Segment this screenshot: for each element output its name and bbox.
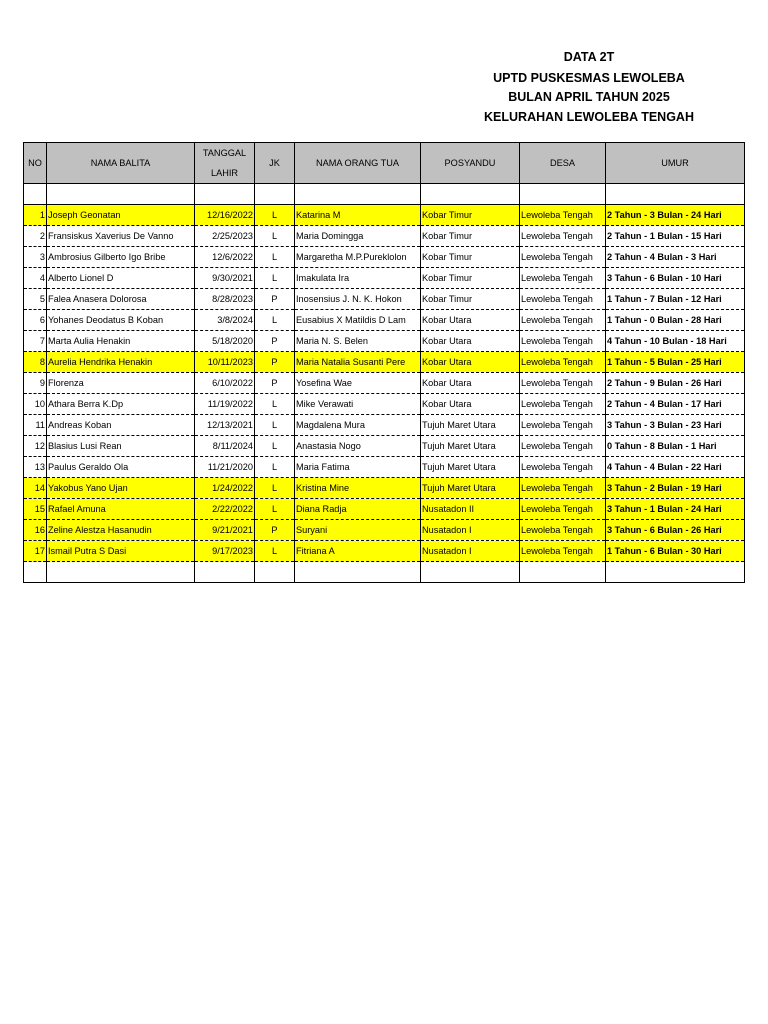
nama-orang-tua-cell[interactable]: Yosefina Wae <box>295 373 421 394</box>
header-tanggal-lahir-line2: LAHIR <box>210 168 239 178</box>
jk-cell[interactable]: L <box>255 478 295 499</box>
umur-cell[interactable]: 1 Tahun - 7 Bulan - 12 Hari <box>606 289 745 310</box>
umur-cell[interactable]: 4 Tahun - 10 Bulan - 18 Hari <box>606 331 745 352</box>
umur-cell[interactable]: 1 Tahun - 5 Bulan - 25 Hari <box>606 352 745 373</box>
desa-cell[interactable]: Lewoleba Tengah <box>520 247 606 268</box>
nama-balita-cell[interactable]: Andreas Koban <box>47 415 195 436</box>
nama-orang-tua-cell[interactable]: Kristina Mine <box>295 478 421 499</box>
empty-cell[interactable] <box>520 562 606 583</box>
table-row <box>24 373 745 394</box>
posyandu-cell[interactable]: Nusatadon I <box>421 541 520 562</box>
desa-cell[interactable]: Lewoleba Tengah <box>520 541 606 562</box>
umur-cell[interactable]: 1 Tahun - 0 Bulan - 28 Hari <box>606 310 745 331</box>
jk-cell[interactable]: P <box>255 352 295 373</box>
desa-cell[interactable]: Lewoleba Tengah <box>520 478 606 499</box>
tanggal-lahir-cell[interactable]: 8/11/2024 <box>195 436 255 457</box>
empty-cell[interactable] <box>195 562 255 583</box>
header-tanggal-lahir[interactable] <box>195 143 255 184</box>
nama-orang-tua-cell[interactable]: Inosensius J. N. K. Hokon <box>295 289 421 310</box>
header-posyandu[interactable]: POSYANDU <box>421 143 520 184</box>
nama-balita-cell[interactable]: Athara Berra K.Dp <box>47 394 195 415</box>
row-number[interactable]: 9 <box>24 373 47 394</box>
nama-orang-tua-cell[interactable]: Maria Fatima <box>295 457 421 478</box>
posyandu-cell[interactable]: Kobar Timur <box>421 268 520 289</box>
table-row <box>24 289 745 310</box>
tanggal-lahir-cell[interactable]: 11/19/2022 <box>195 394 255 415</box>
row-number[interactable]: 3 <box>24 247 47 268</box>
nama-balita-cell[interactable]: Paulus Geraldo Ola <box>47 457 195 478</box>
desa-cell[interactable]: Lewoleba Tengah <box>520 226 606 247</box>
nama-orang-tua-cell[interactable]: Diana Radja <box>295 499 421 520</box>
desa-cell[interactable]: Lewoleba Tengah <box>520 331 606 352</box>
umur-cell[interactable]: 4 Tahun - 4 Bulan - 22 Hari <box>606 457 745 478</box>
nama-balita-cell[interactable]: Yakobus Yano Ujan <box>47 478 195 499</box>
desa-cell[interactable]: Lewoleba Tengah <box>520 373 606 394</box>
umur-cell[interactable]: 3 Tahun - 2 Bulan - 19 Hari <box>606 478 745 499</box>
nama-orang-tua-cell[interactable]: Eusabius X Matildis D Lam <box>295 310 421 331</box>
empty-cell[interactable] <box>24 562 47 583</box>
row-number[interactable]: 17 <box>24 541 47 562</box>
posyandu-cell[interactable]: Kobar Utara <box>421 331 520 352</box>
tanggal-lahir-cell[interactable]: 9/30/2021 <box>195 268 255 289</box>
umur-cell[interactable]: 3 Tahun - 6 Bulan - 26 Hari <box>606 520 745 541</box>
posyandu-cell[interactable]: Kobar Utara <box>421 373 520 394</box>
row-number[interactable]: 5 <box>24 289 47 310</box>
row-number[interactable]: 14 <box>24 478 47 499</box>
desa-cell[interactable]: Lewoleba Tengah <box>520 268 606 289</box>
nama-orang-tua-cell[interactable]: Magdalena Mura <box>295 415 421 436</box>
row-number[interactable]: 15 <box>24 499 47 520</box>
table-row <box>24 352 745 373</box>
table-row <box>24 268 745 289</box>
row-number[interactable]: 4 <box>24 268 47 289</box>
nama-balita-cell[interactable]: Blasius Lusi Rean <box>47 436 195 457</box>
nama-balita-cell[interactable]: Alberto Lionel D <box>47 268 195 289</box>
umur-cell[interactable]: 2 Tahun - 4 Bulan - 17 Hari <box>606 394 745 415</box>
nama-balita-cell[interactable]: Aurelia Hendrika Henakin <box>47 352 195 373</box>
tanggal-lahir-cell[interactable]: 1/24/2022 <box>195 478 255 499</box>
row-number[interactable]: 1 <box>24 205 47 226</box>
umur-cell[interactable]: 2 Tahun - 1 Bulan - 15 Hari <box>606 226 745 247</box>
posyandu-cell[interactable]: Kobar Timur <box>421 247 520 268</box>
umur-cell[interactable]: 2 Tahun - 9 Bulan - 26 Hari <box>606 373 745 394</box>
header-jk[interactable]: JK <box>255 143 295 184</box>
umur-cell[interactable]: 2 Tahun - 4 Bulan - 3 Hari <box>606 247 745 268</box>
table-row <box>24 394 745 415</box>
empty-cell[interactable] <box>295 184 421 205</box>
umur-cell[interactable]: 3 Tahun - 3 Bulan - 23 Hari <box>606 415 745 436</box>
empty-cell[interactable] <box>295 562 421 583</box>
posyandu-cell[interactable]: Kobar Timur <box>421 205 520 226</box>
desa-cell[interactable]: Lewoleba Tengah <box>520 205 606 226</box>
empty-cell[interactable] <box>195 184 255 205</box>
jk-cell[interactable]: P <box>255 331 295 352</box>
jk-cell[interactable]: P <box>255 289 295 310</box>
posyandu-cell[interactable]: Kobar Utara <box>421 352 520 373</box>
empty-cell[interactable] <box>47 184 195 205</box>
tanggal-lahir-cell[interactable]: 12/16/2022 <box>195 205 255 226</box>
row-number[interactable]: 16 <box>24 520 47 541</box>
tanggal-lahir-cell[interactable]: 12/13/2021 <box>195 415 255 436</box>
tanggal-lahir-cell[interactable]: 6/10/2022 <box>195 373 255 394</box>
nama-balita-cell[interactable]: Ambrosius Gilberto Igo Bribe <box>47 247 195 268</box>
nama-orang-tua-cell[interactable]: Maria N. S. Belen <box>295 331 421 352</box>
header-no[interactable]: NO <box>24 143 47 184</box>
header-umur[interactable]: UMUR <box>606 143 745 184</box>
row-number[interactable]: 12 <box>24 436 47 457</box>
report-subtitle-kelurahan: KELURAHAN LEWOLEBA TENGAH <box>484 110 694 124</box>
row-number[interactable]: 13 <box>24 457 47 478</box>
header-desa[interactable]: DESA <box>520 143 606 184</box>
tanggal-lahir-cell[interactable]: 2/22/2022 <box>195 499 255 520</box>
nama-balita-cell[interactable]: Florenza <box>47 373 195 394</box>
desa-cell[interactable]: Lewoleba Tengah <box>520 436 606 457</box>
table-row <box>24 205 745 226</box>
desa-cell[interactable]: Lewoleba Tengah <box>520 289 606 310</box>
jk-cell[interactable]: P <box>255 520 295 541</box>
row-number[interactable]: 2 <box>24 226 47 247</box>
table-row <box>24 310 745 331</box>
tanggal-lahir-cell[interactable]: 12/6/2022 <box>195 247 255 268</box>
table-row <box>24 457 745 478</box>
desa-cell[interactable]: Lewoleba Tengah <box>520 352 606 373</box>
header-tanggal-lahir-line1: TANGGAL <box>202 148 247 158</box>
jk-cell[interactable]: L <box>255 394 295 415</box>
table-row <box>24 331 745 352</box>
nama-balita-cell[interactable]: Ismail Putra S Dasi <box>47 541 195 562</box>
table-row <box>24 226 745 247</box>
table-row <box>24 247 745 268</box>
tanggal-lahir-cell[interactable]: 5/18/2020 <box>195 331 255 352</box>
posyandu-cell[interactable]: Tujuh Maret Utara <box>421 415 520 436</box>
jk-cell[interactable]: L <box>255 226 295 247</box>
desa-cell[interactable]: Lewoleba Tengah <box>520 415 606 436</box>
empty-row <box>24 184 745 205</box>
header-nama-balita[interactable]: NAMA BALITA <box>47 143 195 184</box>
desa-cell[interactable]: Lewoleba Tengah <box>520 310 606 331</box>
table-row <box>24 415 745 436</box>
jk-cell[interactable]: L <box>255 310 295 331</box>
empty-row <box>24 562 745 583</box>
jk-cell[interactable]: L <box>255 268 295 289</box>
umur-cell[interactable]: 3 Tahun - 6 Bulan - 10 Hari <box>606 268 745 289</box>
tanggal-lahir-cell[interactable]: 9/17/2023 <box>195 541 255 562</box>
nama-orang-tua-cell[interactable]: Mike Verawati <box>295 394 421 415</box>
posyandu-cell[interactable]: Kobar Timur <box>421 289 520 310</box>
jk-cell[interactable]: L <box>255 541 295 562</box>
empty-cell[interactable] <box>421 562 520 583</box>
posyandu-cell[interactable]: Tujuh Maret Utara <box>421 457 520 478</box>
posyandu-cell[interactable]: Nusatadon I <box>421 520 520 541</box>
tanggal-lahir-cell[interactable]: 8/28/2023 <box>195 289 255 310</box>
row-number[interactable]: 7 <box>24 331 47 352</box>
report-subtitle-period: BULAN APRIL TAHUN 2025 <box>508 90 670 104</box>
posyandu-cell[interactable]: Nusatadon II <box>421 499 520 520</box>
nama-orang-tua-cell[interactable]: Fitriana A <box>295 541 421 562</box>
empty-cell[interactable] <box>24 184 47 205</box>
nama-balita-cell[interactable]: Joseph Geonatan <box>47 205 195 226</box>
tanggal-lahir-cell[interactable]: 2/25/2023 <box>195 226 255 247</box>
umur-cell[interactable]: 3 Tahun - 1 Bulan - 24 Hari <box>606 499 745 520</box>
nama-balita-cell[interactable]: Fransiskus Xaverius De Vanno <box>47 226 195 247</box>
desa-cell[interactable]: Lewoleba Tengah <box>520 394 606 415</box>
jk-cell[interactable]: L <box>255 436 295 457</box>
tanggal-lahir-cell[interactable]: 3/8/2024 <box>195 310 255 331</box>
report-title: DATA 2T <box>563 50 615 64</box>
umur-cell[interactable]: 2 Tahun - 3 Bulan - 24 Hari <box>606 205 745 226</box>
nama-orang-tua-cell[interactable]: Suryani <box>295 520 421 541</box>
tanggal-lahir-cell[interactable]: 11/21/2020 <box>195 457 255 478</box>
table-row <box>24 520 745 541</box>
nama-balita-cell[interactable]: Zeline Alestza Hasanudin <box>47 520 195 541</box>
desa-cell[interactable]: Lewoleba Tengah <box>520 520 606 541</box>
jk-cell[interactable]: L <box>255 205 295 226</box>
empty-cell[interactable] <box>520 184 606 205</box>
empty-cell[interactable] <box>255 184 295 205</box>
jk-cell[interactable]: P <box>255 373 295 394</box>
posyandu-cell[interactable]: Tujuh Maret Utara <box>421 436 520 457</box>
nama-balita-cell[interactable]: Falea Anasera Dolorosa <box>47 289 195 310</box>
empty-cell[interactable] <box>255 562 295 583</box>
balita-data-table <box>23 142 745 583</box>
empty-cell[interactable] <box>421 184 520 205</box>
nama-balita-cell[interactable]: Marta Aulia Henakin <box>47 331 195 352</box>
nama-balita-cell[interactable]: Yohanes Deodatus B Koban <box>47 310 195 331</box>
desa-cell[interactable]: Lewoleba Tengah <box>520 499 606 520</box>
nama-orang-tua-cell[interactable]: Margaretha M.P.Pureklolon <box>295 247 421 268</box>
nama-orang-tua-cell[interactable]: Katarina M <box>295 205 421 226</box>
row-number[interactable]: 8 <box>24 352 47 373</box>
posyandu-cell[interactable]: Kobar Timur <box>421 226 520 247</box>
table-row <box>24 499 745 520</box>
row-number[interactable]: 6 <box>24 310 47 331</box>
jk-cell[interactable]: L <box>255 499 295 520</box>
empty-cell[interactable] <box>606 562 745 583</box>
posyandu-cell[interactable]: Kobar Utara <box>421 394 520 415</box>
tanggal-lahir-cell[interactable]: 10/11/2023 <box>195 352 255 373</box>
row-number[interactable]: 10 <box>24 394 47 415</box>
nama-orang-tua-cell[interactable]: Imakulata Ira <box>295 268 421 289</box>
umur-cell[interactable]: 1 Tahun - 6 Bulan - 30 Hari <box>606 541 745 562</box>
nama-orang-tua-cell[interactable]: Maria Domingga <box>295 226 421 247</box>
empty-cell[interactable] <box>47 562 195 583</box>
posyandu-cell[interactable]: Kobar Utara <box>421 310 520 331</box>
nama-orang-tua-cell[interactable]: Anastasia Nogo <box>295 436 421 457</box>
row-number[interactable]: 11 <box>24 415 47 436</box>
empty-cell[interactable] <box>606 184 745 205</box>
desa-cell[interactable]: Lewoleba Tengah <box>520 457 606 478</box>
tanggal-lahir-cell[interactable]: 9/21/2021 <box>195 520 255 541</box>
nama-orang-tua-cell[interactable]: Maria Natalia Susanti Pere <box>295 352 421 373</box>
report-subtitle-puskesmas: UPTD PUSKESMAS LEWOLEBA <box>493 71 685 85</box>
table-header-row <box>24 143 745 184</box>
table-row <box>24 436 745 457</box>
jk-cell[interactable]: L <box>255 457 295 478</box>
table-row <box>24 478 745 499</box>
jk-cell[interactable]: L <box>255 415 295 436</box>
nama-balita-cell[interactable]: Rafael Amuna <box>47 499 195 520</box>
jk-cell[interactable]: L <box>255 247 295 268</box>
umur-cell[interactable]: 0 Tahun - 8 Bulan - 1 Hari <box>606 436 745 457</box>
posyandu-cell[interactable]: Tujuh Maret Utara <box>421 478 520 499</box>
header-nama-orang-tua[interactable]: NAMA ORANG TUA <box>295 143 421 184</box>
table-row <box>24 541 745 562</box>
